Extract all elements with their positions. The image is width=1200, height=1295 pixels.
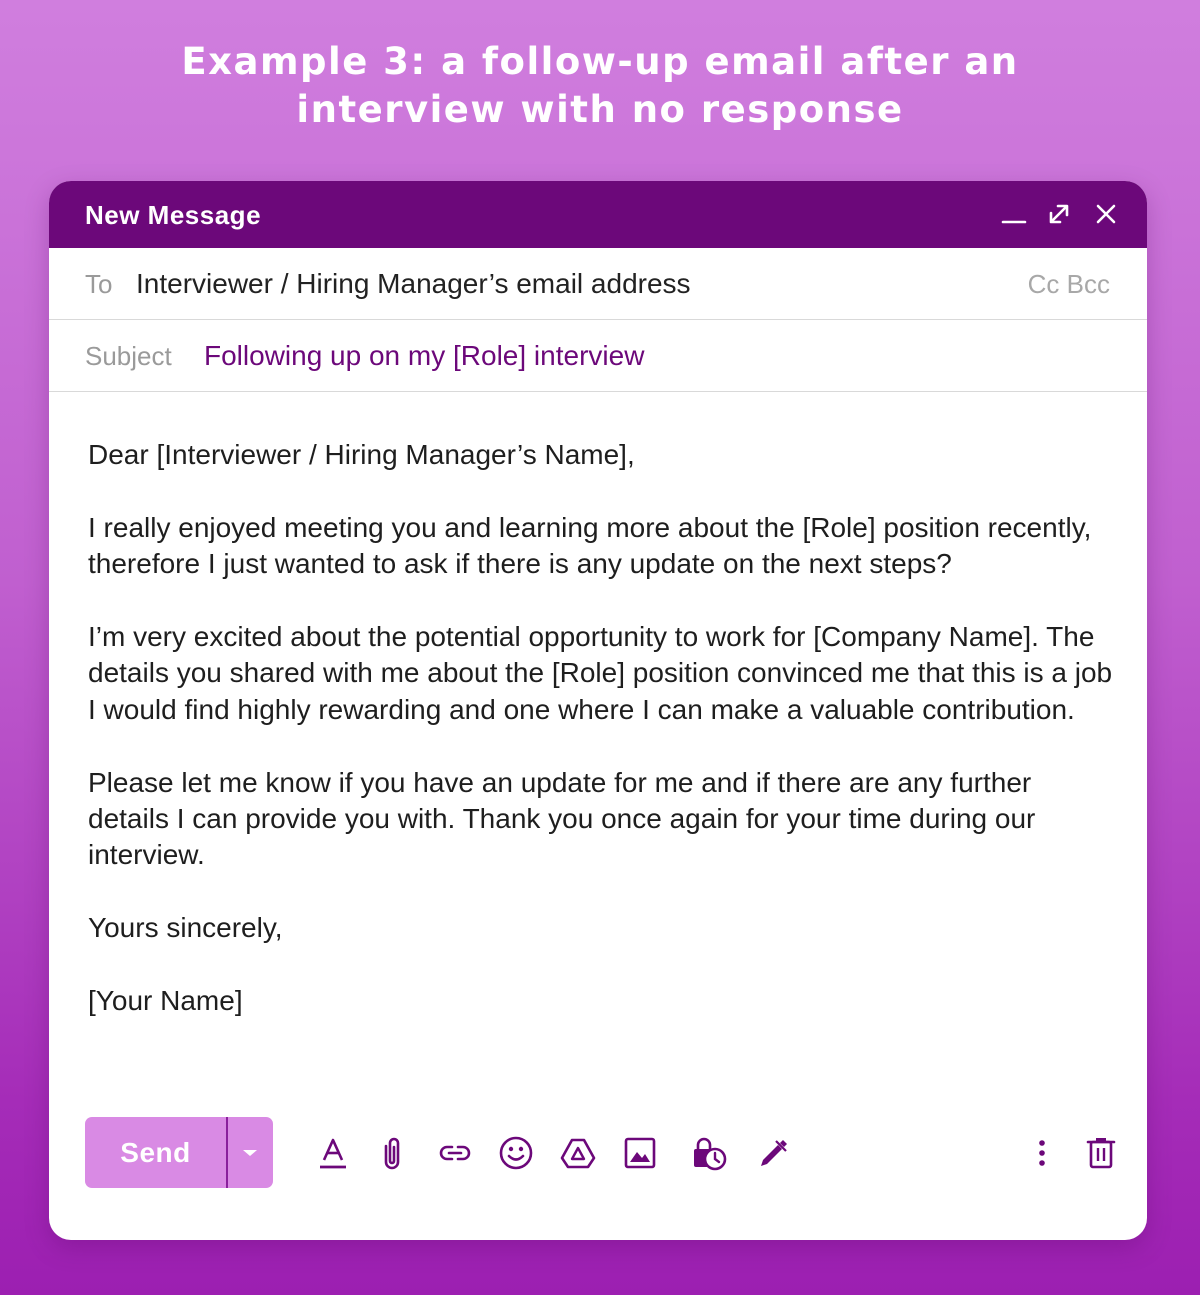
attachment-icon[interactable] [374,1135,410,1171]
image-icon[interactable] [622,1135,658,1171]
to-label: To [85,269,113,299]
cc-bcc-link[interactable]: Cc Bcc [1027,269,1110,299]
body-paragraph-2: I’m very excited about the potential opportunity to work for [Company Name]. The details you shared with me about the [Role] position convinced me that this is a job I would find highly rewarding and one where I can make a valuable contribution. [88,621,1113,725]
subject-label: Subject [85,341,172,371]
to-row [49,248,1147,320]
compose-titlebar [49,181,1147,248]
body-closing: Yours sincerely, [88,912,283,944]
body-paragraph-1: I really enjoyed meeting you and learning more about the [Role] position recently, therefore I just wanted to ask if there is any update on the next steps? [88,511,1092,580]
expand-icon[interactable] [1044,199,1074,229]
body-signature: [Your Name] [88,985,243,1017]
message-body[interactable] [88,437,1118,1019]
close-icon[interactable] [1091,199,1121,229]
send-options-button[interactable] [228,1117,273,1188]
minimize-icon[interactable] [999,199,1029,229]
page-headline [0,38,1200,134]
text-format-icon[interactable] [315,1135,351,1171]
send-button[interactable]: Send [120,1137,191,1168]
subject-field[interactable]: Following up on my [Role] interview [204,340,645,371]
body-greeting: Dear [Interviewer / Hiring Manager’s Name], [88,439,635,470]
compose-window [49,181,1147,1240]
link-icon[interactable] [437,1135,473,1171]
drive-icon[interactable] [560,1135,596,1171]
signature-pen-icon[interactable] [756,1135,792,1171]
more-options-icon[interactable] [1024,1135,1060,1171]
headline-line-2: interview with no response [296,88,904,131]
chevron-down-icon [241,1144,259,1162]
body-paragraph-3: Please let me know if you have an update for me and if there are any further details I can provide you with. Thank you once again for your time during our interview. [88,766,1036,871]
subject-row [49,320,1147,392]
confidential-mode-icon[interactable] [691,1135,727,1171]
headline-line-1: Example 3: a follow-up email after an [181,40,1019,83]
to-field[interactable]: Interviewer / Hiring Manager’s email address [136,268,691,299]
send-button-group [85,1117,273,1188]
emoji-icon[interactable] [498,1135,534,1171]
compose-title: New Message [85,200,262,230]
trash-icon[interactable] [1083,1135,1119,1171]
